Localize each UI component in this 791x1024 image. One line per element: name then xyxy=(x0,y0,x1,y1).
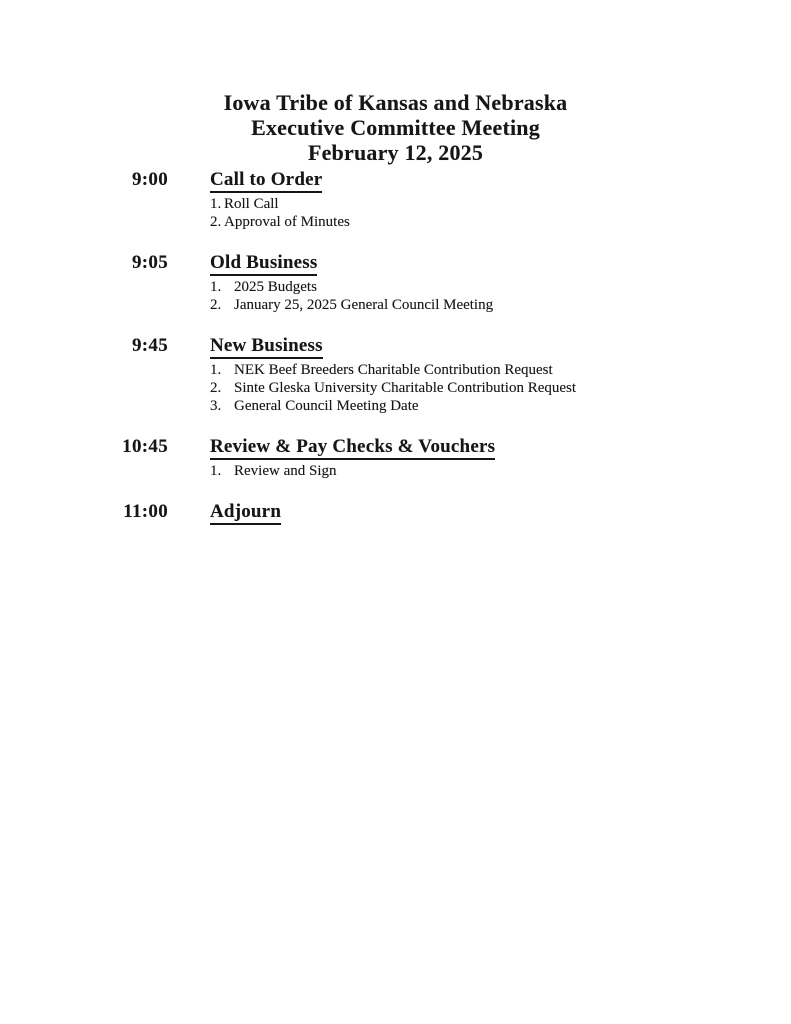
section-content xyxy=(210,334,576,415)
agenda-item xyxy=(210,397,576,415)
section-content xyxy=(210,168,350,231)
item-text: January 25, 2025 General Council Meeting xyxy=(234,297,494,313)
item-number: 1. xyxy=(210,463,222,479)
section-call-to-order xyxy=(0,168,791,231)
document-title xyxy=(0,0,791,165)
section-heading xyxy=(210,168,350,193)
section-heading-text: Call to Order xyxy=(210,168,322,193)
section-heading-text: Old Business xyxy=(210,251,317,276)
section-heading xyxy=(210,251,493,276)
section-adjourn xyxy=(0,500,791,527)
agenda-item xyxy=(210,379,576,397)
section-content xyxy=(210,251,493,314)
section-time: 10:45 xyxy=(122,436,168,457)
section-heading-text: Adjourn xyxy=(210,500,281,525)
section-time: 9:45 xyxy=(131,335,168,356)
agenda-item xyxy=(210,278,493,296)
agenda-item xyxy=(210,213,350,231)
item-text: Review and Sign xyxy=(234,463,337,479)
item-text: General Council Meeting Date xyxy=(234,398,419,414)
section-heading-text: Review & Pay Checks & Vouchers xyxy=(210,435,495,460)
agenda-sections xyxy=(0,168,791,527)
item-number: 1. xyxy=(210,279,222,295)
section-old-business xyxy=(0,251,791,314)
section-time: 9:00 xyxy=(131,169,168,190)
item-text: 2025 Budgets xyxy=(234,279,317,295)
item-text: Sinte Gleska University Charitable Contribution Request xyxy=(234,380,577,396)
section-content xyxy=(210,500,281,527)
title-line-meeting: Executive Committee Meeting xyxy=(251,115,540,140)
agenda-item xyxy=(210,361,576,379)
agenda-item xyxy=(210,195,350,213)
title-line-date: February 12, 2025 xyxy=(307,140,484,165)
section-time: 11:00 xyxy=(123,501,168,522)
item-number: 2. xyxy=(210,297,222,313)
item-number: 1. xyxy=(210,196,222,212)
section-time: 9:05 xyxy=(131,252,168,273)
item-number: 3. xyxy=(210,398,222,414)
item-number: 1. xyxy=(210,362,222,378)
item-number: 2. xyxy=(210,380,222,396)
agenda-item xyxy=(210,296,493,314)
section-content xyxy=(210,435,495,480)
section-heading xyxy=(210,500,281,525)
agenda-item xyxy=(210,462,495,480)
section-heading-text: New Business xyxy=(210,334,323,359)
item-number: 2. xyxy=(210,214,222,230)
item-text: NEK Beef Breeders Charitable Contribution Request xyxy=(234,362,553,378)
section-heading xyxy=(210,334,576,359)
section-new-business xyxy=(0,334,791,415)
title-line-org: Iowa Tribe of Kansas and Nebraska xyxy=(223,90,568,115)
item-text: Approval of Minutes xyxy=(224,214,350,230)
item-text: Roll Call xyxy=(224,196,279,212)
section-heading xyxy=(210,435,495,460)
section-review-pay-checks xyxy=(0,435,791,480)
